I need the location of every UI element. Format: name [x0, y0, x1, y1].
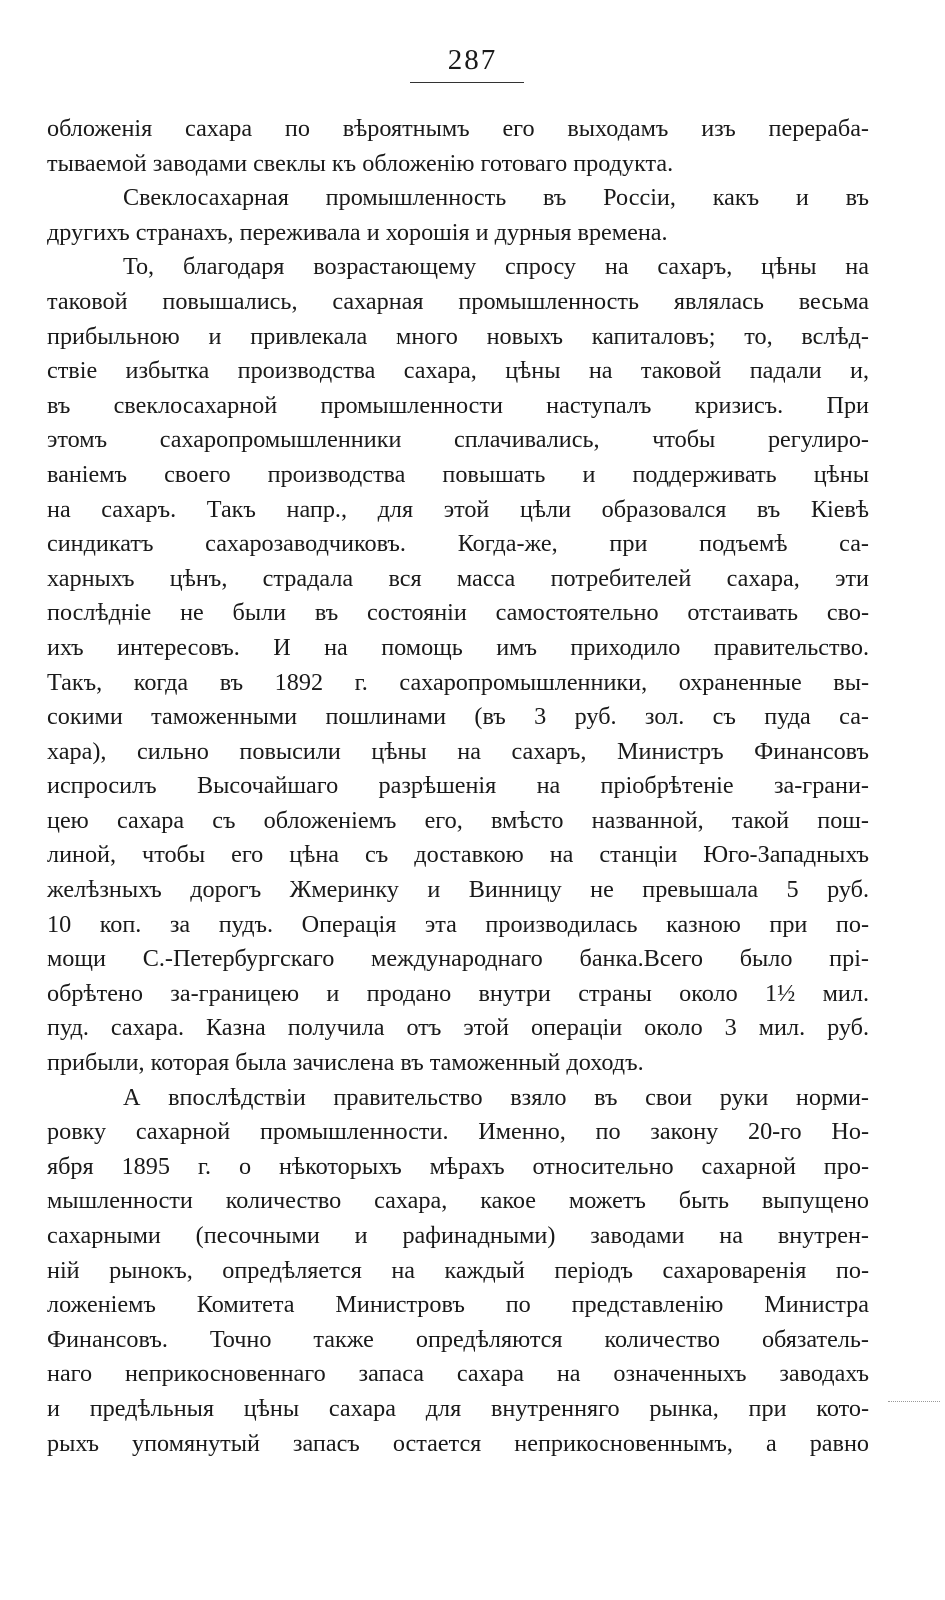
- text-line: мощи С.-Петербургскаго международнаго банка.Всего было прі-: [47, 945, 869, 973]
- text-line: мышленности количество сахара, какое можетъ быть выпущено: [47, 1187, 869, 1215]
- text-line: 10 коп. за пудъ. Операція эта производилась казною при по-: [47, 910, 869, 938]
- text-line: Такъ, когда въ 1892 г. сахаропромышленники, охраненные вы-: [47, 668, 869, 696]
- text-line: желѣзныхъ дорогъ Жмеринку и Винницу не превышала 5 руб.: [47, 876, 869, 904]
- text-line: наго неприкосновеннаго запаса сахара на означенныхъ заводахъ: [47, 1360, 869, 1388]
- text-line: тываемой заводами свеклы къ обложенію готоваго продукта.: [47, 149, 674, 177]
- text-line: ября 1895 г. о нѣкоторыхъ мѣрахъ относительно сахарной про-: [47, 1152, 869, 1180]
- text-line: ствіе избытка производства сахара, цѣны на таковой падали и,: [47, 357, 869, 385]
- text-line: То, благодаря возрастающему спросу на сахаръ, цѣны на: [123, 253, 869, 281]
- text-line: ровку сахарной промышленности. Именно, по закону 20-го Но-: [47, 1118, 869, 1146]
- text-line: линой, чтобы его цѣна съ доставкою на станціи Юго-Западныхъ: [47, 841, 869, 869]
- text-line: этомъ сахаропромышленники сплачивались, чтобы регулиро-: [47, 426, 869, 454]
- text-line: прибыльною и привлекала много новыхъ капиталовъ; то, вслѣд-: [47, 322, 869, 350]
- text-line: рыхъ упомянутый запасъ остается неприкосновеннымъ, а равно: [47, 1429, 869, 1457]
- text-line: ложеніемъ Комитета Министровъ по представленію Министра: [47, 1291, 869, 1319]
- text-line: сокими таможенными пошлинами (въ 3 руб. зол. съ пуда са-: [47, 703, 869, 731]
- text-line: испросилъ Высочайшаго разрѣшенія на пріобрѣтеніе за-грани-: [47, 772, 869, 800]
- page-number: 287: [447, 44, 498, 76]
- text-line: обрѣтено за-границею и продано внутри страны около 1½ мил.: [47, 979, 869, 1007]
- text-line: ваніемъ своего производства повышать и поддерживать цѣны: [47, 460, 869, 488]
- text-line: пуд. сахара. Казна получила отъ этой операціи около 3 мил. руб.: [47, 1014, 869, 1042]
- text-line: Свеклосахарная промышленность въ Россіи, какъ и въ: [123, 184, 869, 212]
- text-line: А впослѣдствіи правительство взяло въ свои руки норми-: [123, 1083, 869, 1111]
- text-line: харныхъ цѣнъ, страдала вся масса потребителей сахара, эти: [47, 564, 869, 592]
- text-line: прибыли, которая была зачислена въ таможенный доходъ.: [47, 1049, 644, 1077]
- text-line: другихъ странахъ, переживала и хорошія и дурныя времена.: [47, 218, 668, 246]
- text-line: хара), сильно повысили цѣны на сахаръ, Министръ Финансовъ: [47, 737, 869, 765]
- text-line: обложенія сахара по вѣроятнымъ его выходамъ изъ перераба-: [47, 115, 869, 142]
- header-rule: [410, 82, 524, 83]
- text-line: сахарными (песочными и рафинадными) заводами на внутрен-: [47, 1222, 869, 1249]
- text-line: ихъ интересовъ. И на помощь имъ приходило правительство.: [47, 633, 869, 661]
- text-line: на сахаръ. Такъ напр., для этой цѣли образовался въ Кіевѣ: [47, 495, 869, 523]
- text-line: таковой повышались, сахарная промышленность являлась весьма: [47, 287, 869, 315]
- text-line: ній рынокъ, опредѣляется на каждый періодъ сахароваренія по-: [47, 1256, 869, 1284]
- text-line: въ свеклосахарной промышленности наступалъ кризисъ. При: [47, 391, 869, 419]
- text-line: Финансовъ. Точно также опредѣляются количество обязатель-: [47, 1325, 869, 1353]
- text-line: цею сахара съ обложеніемъ его, вмѣсто названной, такой пош-: [47, 806, 869, 834]
- text-line: и предѣльныя цѣны сахара для внутренняго рынка, при кото-: [47, 1394, 869, 1422]
- text-line: послѣдніе не были въ состояніи самостоятельно отстаивать сво-: [47, 599, 869, 627]
- text-line: синдикатъ сахарозаводчиковъ. Когда-же, при подъемѣ са-: [47, 530, 869, 558]
- margin-mark: [888, 1401, 940, 1402]
- body-text: [47, 112, 869, 1461]
